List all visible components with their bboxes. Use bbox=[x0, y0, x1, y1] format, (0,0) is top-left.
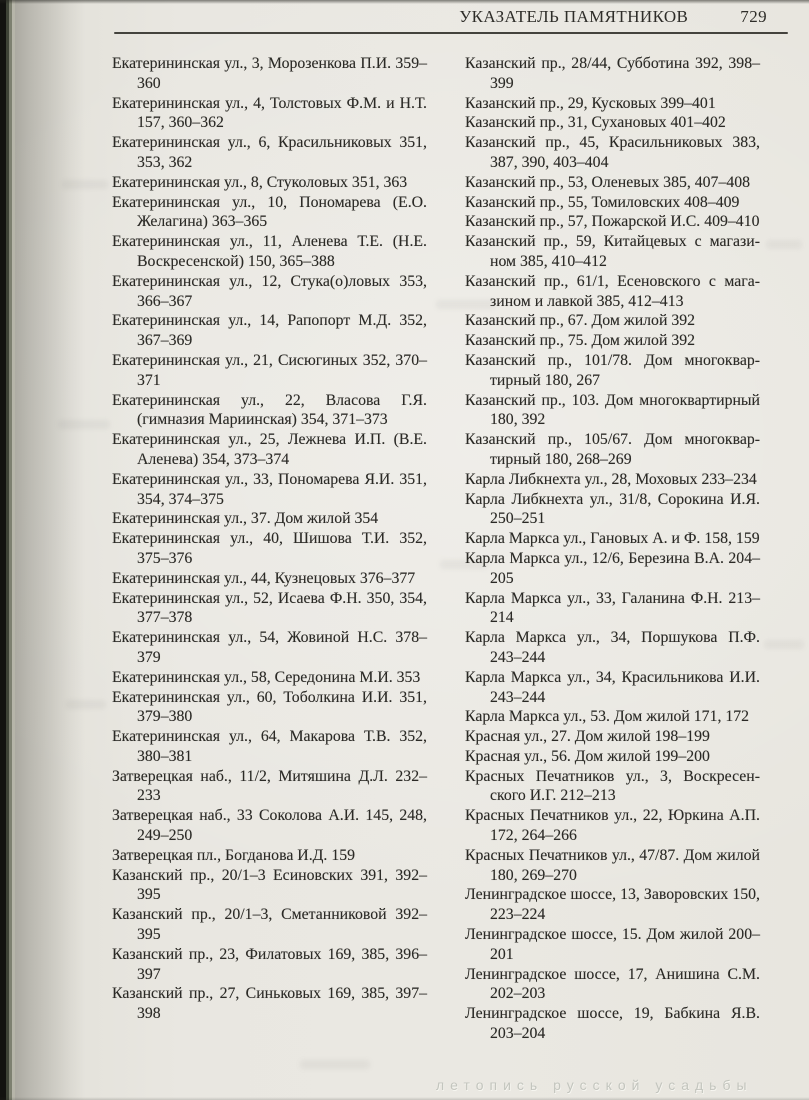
book-spine-edge bbox=[0, 0, 15, 1100]
index-entry: Затверецкая наб., 11/2, Митяшина Д.Л. 232–233 bbox=[112, 767, 427, 805]
index-entry: Екатерининская ул., 52, Исаева Ф.Н. 350, 354, 377–378 bbox=[112, 589, 427, 627]
index-entry: Карла Маркса ул., 33, Галанина Ф.Н. 213–214 bbox=[465, 589, 760, 627]
index-entry: Екатерининская ул., 40, Шишова Т.И. 352, 375–376 bbox=[112, 530, 427, 567]
index-entry: Екатерининская ул., 4, Толстовых Ф.М. и Н.Т. 157, 360–362 bbox=[112, 94, 427, 132]
index-entry: Красных Печатников ул., 3, Воскресенского И.Г. 212–213 bbox=[465, 767, 760, 805]
index-entry: Казанский пр., 59, Китайцевых с магазином 385, 410–412 bbox=[465, 233, 760, 270]
index-column-left bbox=[112, 54, 427, 1044]
index-entry: Екатерининская ул., 21, Сисюгиных 352, 370–371 bbox=[112, 351, 427, 389]
show-through-artifact bbox=[300, 1060, 370, 1069]
index-entry: Екатерининская ул., 33, Пономарева Я.И. 351, 354, 374–375 bbox=[112, 470, 427, 508]
index-entry: Казанский пр., 61/1, Есеновского с магазином и лавкой 385, 412–413 bbox=[465, 272, 760, 310]
index-entry: Екатерининская ул., 60, Тоболкина И.И. 351, 379–380 bbox=[112, 688, 427, 726]
index-entry: Казанский пр., 20/1–3 Есиновских 391, 392–395 bbox=[112, 866, 427, 904]
publisher-watermark: летопись русской усадьбы bbox=[436, 1077, 753, 1093]
index-entry: Казанский пр., 75. Дом жилой 392 bbox=[465, 332, 696, 350]
page-header bbox=[112, 7, 767, 27]
index-entry: Екатерининская ул., 12, Стука(о)ловых 353, 366–367 bbox=[112, 272, 427, 310]
index-entry: Екатерининская ул., 54, Жовиной Н.С. 378–379 bbox=[112, 629, 427, 666]
page-title: УКАЗАТЕЛЬ ПАМЯТНИКОВ bbox=[459, 7, 689, 26]
index-entry: Красная ул., 56. Дом жилой 199–200 bbox=[465, 747, 710, 765]
scan-edge-top bbox=[0, 0, 809, 4]
index-entry: Екатерининская ул., 58, Середонина М.И. 353 bbox=[112, 668, 421, 686]
index-entry: Карла Маркса ул., 34, Красильникова И.И. 243–244 bbox=[465, 668, 760, 706]
index-entry: Казанский пр., 29, Кусковых 399–401 bbox=[465, 94, 716, 112]
index-entry: Казанский пр., 55, Томиловских 408–409 bbox=[465, 193, 740, 211]
index-entry: Ленинградское шоссе, 19, Бабкина Я.В. 203–204 bbox=[465, 1005, 760, 1043]
index-entry: Казанский пр., 57, Пожарской И.С. 409–410 bbox=[465, 213, 760, 231]
index-entry: Ленинградское шоссе, 15. Дом жилой 200–201 bbox=[465, 926, 760, 963]
index-entry: Ленинградское шоссе, 13, Заворовских 150, 223–224 bbox=[465, 886, 760, 924]
page-number: 729 bbox=[740, 7, 767, 26]
index-entry: Казанский пр., 103. Дом многоквартирный 180, 392 bbox=[465, 391, 760, 429]
index-entry: Ленинградское шоссе, 17, Анишина С.М. 202–203 bbox=[465, 965, 760, 1003]
index-entry: Екатерининская ул., 8, Стуколовых 351, 363 bbox=[112, 173, 408, 191]
index-entry: Екатерининская ул., 10, Пономарева (Е.О. Желагина) 363–365 bbox=[112, 193, 427, 231]
index-entry: Карла Либкнехта ул., 31/8, Сорокина И.Я. 250–251 bbox=[465, 490, 760, 528]
index-entry: Екатерининская ул., 6, Красильниковых 351, 353, 362 bbox=[112, 134, 427, 171]
index-entry: Затверецкая наб., 33 Соколова А.И. 145, 248, 249–250 bbox=[112, 807, 427, 845]
index-entry: Екатерининская ул., 25, Лежнева И.П. (В.Е. Аленева) 354, 373–374 bbox=[112, 431, 427, 468]
index-entry: Екатерининская ул., 3, Морозенкова П.И. 359–360 bbox=[112, 55, 427, 92]
index-column-right bbox=[465, 54, 760, 1044]
index-entry: Казанский пр., 23, Филатовых 169, 385, 396–397 bbox=[112, 945, 427, 983]
index-entry: Екатерининская ул., 11, Аленева Т.Е. (Н.Е. Воскресенской) 150, 365–388 bbox=[112, 233, 427, 270]
index-entry: Казанский пр., 27, Синьковых 169, 385, 397–398 bbox=[112, 985, 427, 1023]
index-entry: Карла Либкнехта ул., 28, Моховых 233–234 bbox=[465, 470, 757, 488]
index-entry: Казанский пр., 31, Сухановых 401–402 bbox=[465, 114, 726, 132]
index-entry: Красных Печатников ул., 47/87. Дом жилой 180, 269–270 bbox=[465, 846, 760, 884]
index-entry: Екатерининская ул., 22, Власова Г.Я. (гимназия Мариинская) 354, 371–373 bbox=[112, 391, 427, 429]
index-entry: Екатерининская ул., 37. Дом жилой 354 bbox=[112, 510, 379, 528]
index-entry: Красных Печатников ул., 22, Юркина А.П. 172, 264–266 bbox=[465, 807, 760, 845]
show-through-artifact bbox=[766, 240, 802, 249]
spine-shadow bbox=[15, 0, 85, 1100]
index-entry: Казанский пр., 20/1–3, Сметанниковой 392–395 bbox=[112, 906, 427, 944]
index-entry: Казанский пр., 28/44, Субботина 392, 398–399 bbox=[465, 55, 760, 92]
index-entry: Карла Маркса ул., 34, Поршукова П.Ф. 243–244 bbox=[465, 629, 760, 666]
index-entry: Карла Маркса ул., Гановых А. и Ф. 158, 159 bbox=[465, 530, 760, 548]
header-rule bbox=[114, 32, 788, 34]
index-entry: Казанский пр., 53, Оленевых 385, 407–408 bbox=[465, 173, 751, 191]
index-entry: Казанский пр., 105/67. Дом многоквартирный 180, 268–269 bbox=[465, 431, 760, 468]
index-entry: Красная ул., 27. Дом жилой 198–199 bbox=[465, 728, 710, 746]
index-entry: Казанский пр., 67. Дом жилой 392 bbox=[465, 312, 696, 330]
index-entry: Карла Маркса ул., 12/6, Березина В.А. 204–205 bbox=[465, 549, 760, 587]
show-through-artifact bbox=[764, 640, 804, 649]
index-entry: Екатерининская ул., 44, Кузнецовых 376–377 bbox=[112, 569, 416, 587]
index-entry: Казанский пр., 45, Красильниковых 383, 387, 390, 403–404 bbox=[465, 134, 760, 171]
index-entry: Казанский пр., 101/78. Дом многоквартирный 180, 267 bbox=[465, 351, 760, 389]
index-entry: Екатерининская ул., 64, Макарова Т.В. 352, 380–381 bbox=[112, 728, 427, 765]
index-columns bbox=[112, 54, 760, 1044]
index-entry: Карла Маркса ул., 53. Дом жилой 171, 172 bbox=[465, 708, 750, 726]
index-entry: Екатерининская ул., 14, Рапопорт М.Д. 352, 367–369 bbox=[112, 312, 427, 350]
index-entry: Затверецкая пл., Богданова И.Д. 159 bbox=[112, 846, 356, 864]
